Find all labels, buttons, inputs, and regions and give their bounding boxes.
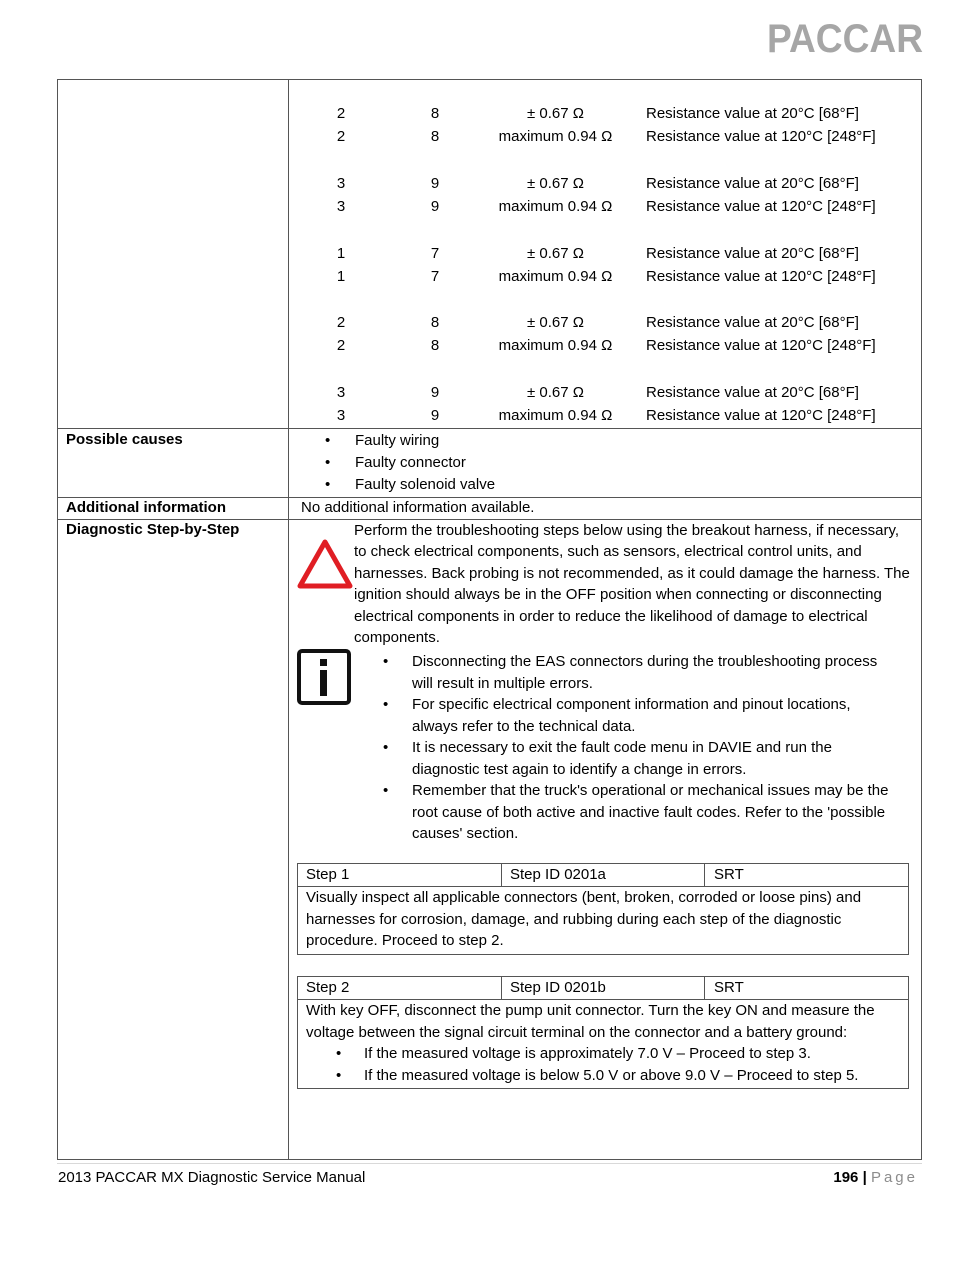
pin-a: 1 xyxy=(336,268,346,285)
pin-b: 7 xyxy=(430,268,440,285)
resistance-row xyxy=(58,245,921,267)
resistance-row xyxy=(58,175,921,197)
pin-b: 9 xyxy=(430,384,440,401)
pin-a: 3 xyxy=(336,175,346,192)
cell-divider xyxy=(501,977,502,999)
step-2-table xyxy=(297,976,909,1089)
list-item: • Faulty connector xyxy=(323,452,495,474)
additional-info-label: Additional information xyxy=(66,499,226,516)
info-list xyxy=(379,651,899,845)
step-text: With key OFF, disconnect the pump unit connector. Turn the key ON and measure the voltage between the signal circuit terminal on the connector and a battery ground: xyxy=(306,1002,875,1041)
step-body xyxy=(298,887,908,954)
logo-text: PACCAR xyxy=(767,19,923,55)
step-srt: SRT xyxy=(714,866,744,883)
resistance-row xyxy=(58,314,921,336)
warning-text: Perform the troubleshooting steps below using the breakout harness, if necessary, to check electrical components, such as sensors, electrical control units, and harnesses. Back probing is not recommended, as it could damage the harness. The ignition should always be in the OFF position when connecting or disconnecting electrical components in order to reduce the likelihood of damage to electrical components. xyxy=(354,522,910,647)
resistance-description: Resistance value at 20°C [68°F] xyxy=(646,175,859,192)
resistance-description: Resistance value at 20°C [68°F] xyxy=(646,105,859,122)
resistance-description: Resistance value at 120°C [248°F] xyxy=(646,198,876,215)
resistance-row xyxy=(58,128,921,150)
step-header xyxy=(298,864,908,887)
cell-divider xyxy=(704,864,705,886)
list-item: • If the measured voltage is approximately 7.0 V – Proceed to step 3. xyxy=(306,1043,900,1065)
pin-a: 2 xyxy=(336,128,346,145)
pin-a: 2 xyxy=(336,105,346,122)
step-bullets xyxy=(306,1043,900,1086)
resistance-tolerance: maximum 0.94 Ω xyxy=(498,337,613,354)
step-1-table xyxy=(297,863,909,955)
list-item: • Faulty solenoid valve xyxy=(323,474,495,496)
resistance-row xyxy=(58,384,921,406)
step-header xyxy=(298,977,908,1000)
resistance-tolerance: maximum 0.94 Ω xyxy=(498,128,613,145)
possible-causes-list xyxy=(323,430,495,496)
resistance-tolerance: ± 0.67 Ω xyxy=(527,314,584,331)
pin-b: 8 xyxy=(430,128,440,145)
resistance-tolerance: maximum 0.94 Ω xyxy=(498,198,613,215)
resistance-tolerance: ± 0.67 Ω xyxy=(527,245,584,262)
pin-b: 8 xyxy=(430,337,440,354)
resistance-description: Resistance value at 20°C [68°F] xyxy=(646,245,859,262)
cell-divider xyxy=(501,864,502,886)
page-separator: | xyxy=(862,1169,867,1186)
page-indicator xyxy=(833,1169,918,1186)
resistance-row xyxy=(58,198,921,220)
resistance-row xyxy=(58,268,921,290)
pin-a: 1 xyxy=(336,245,346,262)
resistance-tolerance: ± 0.67 Ω xyxy=(527,175,584,192)
fault-code-table xyxy=(57,79,922,1160)
list-item: • Remember that the truck's operational or mechanical issues may be the root cause of both active and inactive fault codes. Refer to the 'possible causes' section. xyxy=(379,780,899,845)
step-number: Step 2 xyxy=(306,979,350,996)
step-srt: SRT xyxy=(714,979,744,996)
pin-a: 3 xyxy=(336,384,346,401)
footer-divider xyxy=(57,1163,922,1164)
resistance-description: Resistance value at 120°C [248°F] xyxy=(646,128,876,145)
diagnostic-label: Diagnostic Step-by-Step xyxy=(66,521,240,538)
column-divider xyxy=(288,80,289,1159)
resistance-row xyxy=(58,407,921,429)
list-item: • Faulty wiring xyxy=(323,430,495,452)
step-id: Step ID 0201b xyxy=(510,979,606,996)
possible-causes-label: Possible causes xyxy=(66,431,183,448)
resistance-description: Resistance value at 120°C [248°F] xyxy=(646,407,876,424)
info-icon xyxy=(296,648,352,706)
resistance-description: Resistance value at 20°C [68°F] xyxy=(646,384,859,401)
resistance-description: Resistance value at 20°C [68°F] xyxy=(646,314,859,331)
additional-info-text: No additional information available. xyxy=(301,499,535,516)
resistance-row xyxy=(58,105,921,127)
pin-a: 3 xyxy=(336,198,346,215)
list-item: • It is necessary to exit the fault code menu in DAVIE and run the diagnostic test again to identify a change in errors. xyxy=(379,737,899,780)
pin-b: 8 xyxy=(430,314,440,331)
pin-b: 9 xyxy=(430,198,440,215)
pin-b: 8 xyxy=(430,105,440,122)
pin-a: 2 xyxy=(336,314,346,331)
page-label: Page xyxy=(870,1169,918,1186)
pin-b: 9 xyxy=(430,407,440,424)
pin-a: 3 xyxy=(336,407,346,424)
resistance-tolerance: ± 0.67 Ω xyxy=(527,384,584,401)
resistance-description: Resistance value at 120°C [248°F] xyxy=(646,337,876,354)
pin-a: 2 xyxy=(336,337,346,354)
paccar-logo xyxy=(767,19,923,55)
row-divider xyxy=(58,497,921,498)
page-number: 196 xyxy=(833,1169,859,1186)
step-text: Visually inspect all applicable connectors (bent, broken, corroded or loose pins) and harnesses for corrosion, damage, and rubbing during each step of the diagnostic procedure. Proceed to step 2. xyxy=(306,889,862,949)
resistance-tolerance: ± 0.67 Ω xyxy=(527,105,584,122)
cell-divider xyxy=(704,977,705,999)
list-item: • If the measured voltage is below 5.0 V or above 9.0 V – Proceed to step 5. xyxy=(306,1065,900,1087)
footer-title: 2013 PACCAR MX Diagnostic Service Manual xyxy=(58,1169,366,1186)
step-body xyxy=(298,1000,908,1088)
list-item: • Disconnecting the EAS connectors during the troubleshooting process will result in multiple errors. xyxy=(379,651,899,694)
warning-triangle-icon xyxy=(296,538,354,590)
step-id: Step ID 0201a xyxy=(510,866,606,883)
resistance-tolerance: maximum 0.94 Ω xyxy=(498,407,613,424)
resistance-row xyxy=(58,337,921,359)
list-item: • For specific electrical component information and pinout locations, always refer to the technical data. xyxy=(379,694,899,737)
pin-b: 7 xyxy=(430,245,440,262)
pin-b: 9 xyxy=(430,175,440,192)
step-number: Step 1 xyxy=(306,866,350,883)
resistance-description: Resistance value at 120°C [248°F] xyxy=(646,268,876,285)
resistance-tolerance: maximum 0.94 Ω xyxy=(498,268,613,285)
